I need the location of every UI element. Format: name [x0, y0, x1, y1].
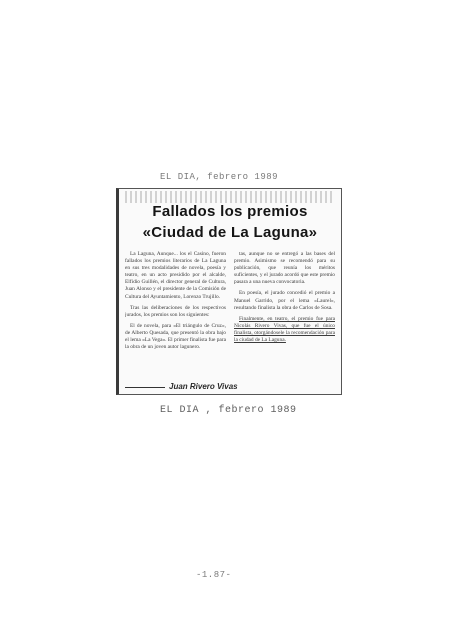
article-title-line2: «Ciudad de La Laguna»: [142, 224, 318, 241]
byline-rule: [125, 387, 165, 388]
article-title-line1: Fallados los premios: [152, 203, 308, 220]
article-column-right: [234, 251, 335, 376]
article-paragraph: La Laguna, Aunque... los el Casino, fueron fallados los premios literarios de La Laguna en sus tres modalidades de novela, poesía y teatro, en un acto presidido por el alcalde, Elfidio Guillén, el director general de Cultura, Juan Alonso y el presidente de la Comisión de Cultura del Ayuntamiento, Lorenzo Trujillo.: [125, 251, 226, 300]
newspaper-clipping: [116, 188, 342, 395]
article-paragraph: El de novela, para «El triángulo de Cruz», de Alberto Quesada, que presentó la obra bajo el lema «La Vega». El primer finalista fue para la obra de un joven autor lagunero.: [125, 322, 226, 351]
article-body: [125, 251, 335, 376]
article-paragraph: Finalmente, en teatro, el premio fue para Nicolás Rivero Vivas, que fue el único finalista, otorgándosele la recomendación para la ciudad de La Laguna.: [234, 315, 335, 344]
article-paragraph: En poesía, el jurado concedió el premio a Manuel Garrido, por el lema «Laurel», resultando finalista la obra de Carlos de Sosa.: [234, 290, 335, 311]
article-paragraph: tas, aunque no se entregó a las bases del premio. Asimismo se recomendó para su publicación, que reunía los méritos suficientes, y el jurado acordó que este premio pasara a una nueva convocatoria.: [234, 251, 335, 286]
header-date-top: EL DIA, febrero 1989: [160, 172, 279, 182]
article-byline: Juan Rivero Vivas: [169, 382, 238, 391]
article-column-left: [125, 251, 226, 376]
article-paragraph: Tras las deliberaciones de los respectivos jurados, los premios son los siguientes:: [125, 304, 226, 318]
header-date-bottom: EL DIA , febrero 1989: [160, 405, 297, 416]
page-number: -1.87-: [196, 570, 232, 580]
clipping-noise: [125, 191, 335, 203]
